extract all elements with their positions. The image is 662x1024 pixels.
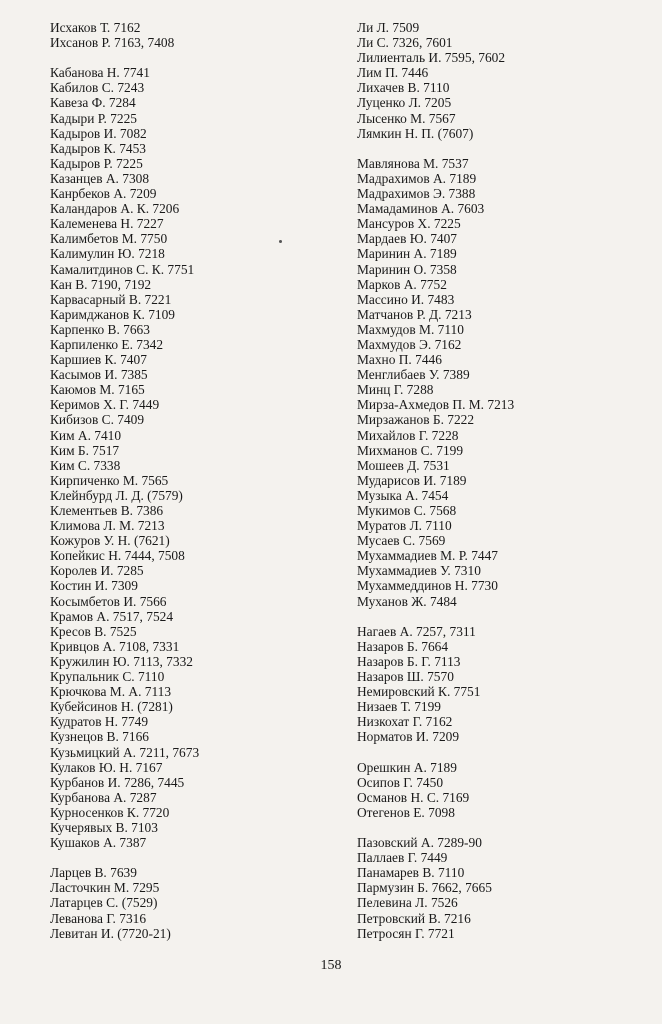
index-entry: Мударисов И. 7189 bbox=[357, 472, 467, 488]
index-entry: Клейнбурд Л. Д. (7579) bbox=[50, 487, 183, 503]
index-entry: Керимов Х. Г. 7449 bbox=[50, 397, 160, 413]
index-entry: Османов Н. С. 7169 bbox=[357, 789, 470, 805]
index-entry: Пелевина Л. 7526 bbox=[357, 895, 458, 911]
index-entry: Кулаков Ю. Н. 7167 bbox=[50, 759, 163, 775]
index-entry: Королев И. 7285 bbox=[50, 563, 144, 579]
index-entry: Луценко Л. 7205 bbox=[357, 95, 452, 111]
index-entry: Ким Б. 7517 bbox=[50, 442, 120, 458]
index-entry: Маринин О. 7358 bbox=[357, 261, 457, 277]
letter-group bbox=[357, 835, 647, 941]
index-entry: Ихсанов Р. 7163, 7408 bbox=[50, 35, 175, 51]
group-gap bbox=[50, 850, 330, 865]
index-entry: Кабилов С. 7243 bbox=[50, 80, 145, 96]
index-entry: Михайлов Г. 7228 bbox=[357, 427, 459, 443]
index-entry: Матчанов Р. Д. 7213 bbox=[357, 306, 472, 322]
index-entry: Немировский К. 7751 bbox=[357, 684, 481, 700]
index-entry: Орешкин А. 7189 bbox=[357, 759, 457, 775]
index-entry: Мусаев С. 7569 bbox=[357, 533, 446, 549]
index-entry: Назаров Ш. 7570 bbox=[357, 669, 454, 685]
index-entry: Паллаев Г. 7449 bbox=[357, 850, 448, 866]
index-entry: Кан В. 7190, 7192 bbox=[50, 276, 152, 292]
index-entry: Климова Л. М. 7213 bbox=[50, 518, 165, 534]
index-entry: Мухаммадиев У. 7310 bbox=[357, 563, 481, 579]
index-entry: Кадыров К. 7453 bbox=[50, 140, 146, 156]
group-gap bbox=[357, 820, 647, 835]
index-entry: Марков А. 7752 bbox=[357, 276, 447, 292]
index-entry: Музыка А. 7454 bbox=[357, 487, 449, 503]
index-entry: Ласточкин М. 7295 bbox=[50, 880, 160, 896]
index-entry: Кадыров Р. 7225 bbox=[50, 155, 143, 171]
letter-group bbox=[50, 65, 330, 850]
index-entry: Отегенов Е. 7098 bbox=[357, 804, 455, 820]
left-column bbox=[50, 20, 330, 941]
index-entry: Ли С. 7326, 7601 bbox=[357, 35, 453, 51]
index-entry: Каримджанов К. 7109 bbox=[50, 306, 175, 322]
index-entry: Ли Л. 7509 bbox=[357, 20, 420, 35]
index-entry: Петровский В. 7216 bbox=[357, 910, 471, 926]
index-entry: Канрбеков А. 7209 bbox=[50, 186, 157, 202]
index-entry: Кресов В. 7525 bbox=[50, 623, 137, 639]
index-entry: Кибизов С. 7409 bbox=[50, 412, 145, 428]
index-entry: Низаев Т. 7199 bbox=[357, 699, 441, 715]
index-entry: Калимбетов М. 7750 bbox=[50, 231, 168, 247]
letter-group bbox=[50, 20, 330, 50]
index-entry: Мирза-Ахмедов П. М. 7213 bbox=[357, 397, 515, 413]
index-entry: Крючкова М. А. 7113 bbox=[50, 684, 172, 700]
index-entry: Касымов И. 7385 bbox=[50, 367, 148, 383]
index-entry: Менглибаев У. 7389 bbox=[357, 367, 470, 383]
index-entry: Кожуров У. Н. (7621) bbox=[50, 533, 170, 549]
index-entry: Кружилин Ю. 7113, 7332 bbox=[50, 653, 193, 669]
index-entry: Кузнецов В. 7166 bbox=[50, 729, 149, 745]
index-entry: Норматов И. 7209 bbox=[357, 729, 460, 745]
index-entry: Костин И. 7309 bbox=[50, 578, 138, 594]
index-entry: Клементьев В. 7386 bbox=[50, 503, 164, 518]
letter-group bbox=[50, 865, 330, 940]
index-entry: Исхаков Т. 7162 bbox=[50, 20, 141, 35]
index-entry: Копейкис Н. 7444, 7508 bbox=[50, 548, 185, 564]
index-entry: Кучерявых В. 7103 bbox=[50, 819, 158, 835]
right-column bbox=[357, 20, 647, 941]
index-entry: Карпиленко Е. 7342 bbox=[50, 336, 164, 352]
index-entry: Минц Г. 7288 bbox=[357, 382, 434, 398]
index-entry: Курбанова А. 7287 bbox=[50, 789, 157, 805]
index-entry: Ким А. 7410 bbox=[50, 427, 122, 443]
index-entry: Карпенко В. 7663 bbox=[50, 321, 150, 337]
index-entry: Лим П. 7446 bbox=[357, 65, 429, 81]
index-entry: Кабанова Н. 7741 bbox=[50, 65, 150, 81]
letter-group bbox=[357, 20, 647, 141]
index-entry: Камалитдинов С. К. 7751 bbox=[50, 261, 195, 277]
index-entry: Каландаров А. К. 7206 bbox=[50, 201, 180, 217]
index-entry: Каюмов М. 7165 bbox=[50, 382, 145, 398]
index-entry: Леванова Г. 7316 bbox=[50, 910, 147, 926]
index-entry: Кадыри Р. 7225 bbox=[50, 110, 137, 126]
letter-group bbox=[357, 760, 647, 820]
index-entry: Кривцов А. 7108, 7331 bbox=[50, 638, 180, 654]
index-entry: Мансуров Х. 7225 bbox=[357, 216, 461, 232]
index-entry: Михманов С. 7199 bbox=[357, 442, 464, 458]
letter-group bbox=[357, 624, 647, 745]
index-entry: Кудратов Н. 7749 bbox=[50, 714, 149, 730]
index-entry: Кадыров И. 7082 bbox=[50, 125, 147, 141]
index-entry: Кавеза Ф. 7284 bbox=[50, 95, 136, 111]
index-entry: Мухаммеддинов Н. 7730 bbox=[357, 578, 498, 594]
index-entry: Крупальник С. 7110 bbox=[50, 669, 165, 685]
index-entry: Лилиенталь И. 7595, 7602 bbox=[357, 50, 506, 66]
index-entry: Косымбетов И. 7566 bbox=[50, 593, 167, 609]
index-entry: Кузьмицкий А. 7211, 7673 bbox=[50, 744, 200, 760]
index-entry: Казанцев А. 7308 bbox=[50, 170, 150, 186]
group-gap bbox=[50, 50, 330, 65]
index-entry: Карвасарный В. 7221 bbox=[50, 291, 172, 307]
index-entry: Лихачев В. 7110 bbox=[357, 80, 450, 96]
index-entry: Кушаков А. 7387 bbox=[50, 835, 147, 851]
index-entry: Курносенков К. 7720 bbox=[50, 804, 170, 820]
index-entry: Мирзажанов Б. 7222 bbox=[357, 412, 475, 428]
index-entry: Осипов Г. 7450 bbox=[357, 774, 444, 790]
index-entry: Махно П. 7446 bbox=[357, 352, 442, 368]
index-entry: Курбанов И. 7286, 7445 bbox=[50, 774, 185, 790]
index-entry: Лямкин Н. П. (7607) bbox=[357, 125, 474, 141]
page-number: 158 bbox=[320, 958, 342, 973]
index-entry: Мамадаминов А. 7603 bbox=[357, 201, 485, 217]
index-entry: Массино И. 7483 bbox=[357, 291, 455, 307]
index-entry: Муханов Ж. 7484 bbox=[357, 593, 457, 609]
index-entry: Лысенко М. 7567 bbox=[357, 110, 456, 126]
index-entry: Мухаммадиев М. Р. 7447 bbox=[357, 548, 498, 564]
index-entry: Махмудов М. 7110 bbox=[357, 321, 464, 337]
index-entry: Мукимов С. 7568 bbox=[357, 503, 457, 518]
index-entry: Маринин А. 7189 bbox=[357, 246, 457, 262]
index-entry: Мошеев Д. 7531 bbox=[357, 457, 450, 473]
index-entry: Пазовский А. 7289-90 bbox=[357, 835, 482, 851]
index-entry: Кирпиченко М. 7565 bbox=[50, 472, 169, 488]
index-entry: Петросян Г. 7721 bbox=[357, 925, 455, 941]
index-entry: Панамарев В. 7110 bbox=[357, 865, 465, 881]
group-gap bbox=[357, 745, 647, 760]
index-entry: Каршиев К. 7407 bbox=[50, 352, 147, 368]
index-entry: Ларцев В. 7639 bbox=[50, 865, 137, 881]
index-entry: Кубейсинов Н. (7281) bbox=[50, 699, 173, 715]
index-entry: Махмудов Э. 7162 bbox=[357, 336, 462, 352]
index-entry: Мадрахимов Э. 7388 bbox=[357, 186, 476, 202]
index-entry: Муратов Л. 7110 bbox=[357, 518, 452, 534]
index-entry: Назаров Б. Г. 7113 bbox=[357, 653, 461, 669]
index-entry: Калеменева Н. 7227 bbox=[50, 216, 164, 232]
letter-group bbox=[357, 156, 647, 609]
index-entry: Низкохат Г. 7162 bbox=[357, 714, 453, 730]
index-entry: Назаров Б. 7664 bbox=[357, 638, 449, 654]
print-speck bbox=[279, 240, 282, 243]
index-entry: Пармузин Б. 7662, 7665 bbox=[357, 880, 492, 896]
index-entry: Ким С. 7338 bbox=[50, 457, 121, 473]
group-gap bbox=[357, 609, 647, 624]
index-entry: Мадрахимов А. 7189 bbox=[357, 170, 477, 186]
index-entry: Калимулин Ю. 7218 bbox=[50, 246, 165, 262]
index-entry: Мардаев Ю. 7407 bbox=[357, 231, 457, 247]
group-gap bbox=[357, 141, 647, 156]
index-entry: Латарцев С. (7529) bbox=[50, 895, 158, 911]
index-entry: Крамов А. 7517, 7524 bbox=[50, 608, 174, 624]
index-entry: Левитан И. (7720-21) bbox=[50, 925, 171, 941]
index-entry: Нагаев А. 7257, 7311 bbox=[357, 623, 476, 639]
index-entry: Мавлянова М. 7537 bbox=[357, 155, 469, 171]
